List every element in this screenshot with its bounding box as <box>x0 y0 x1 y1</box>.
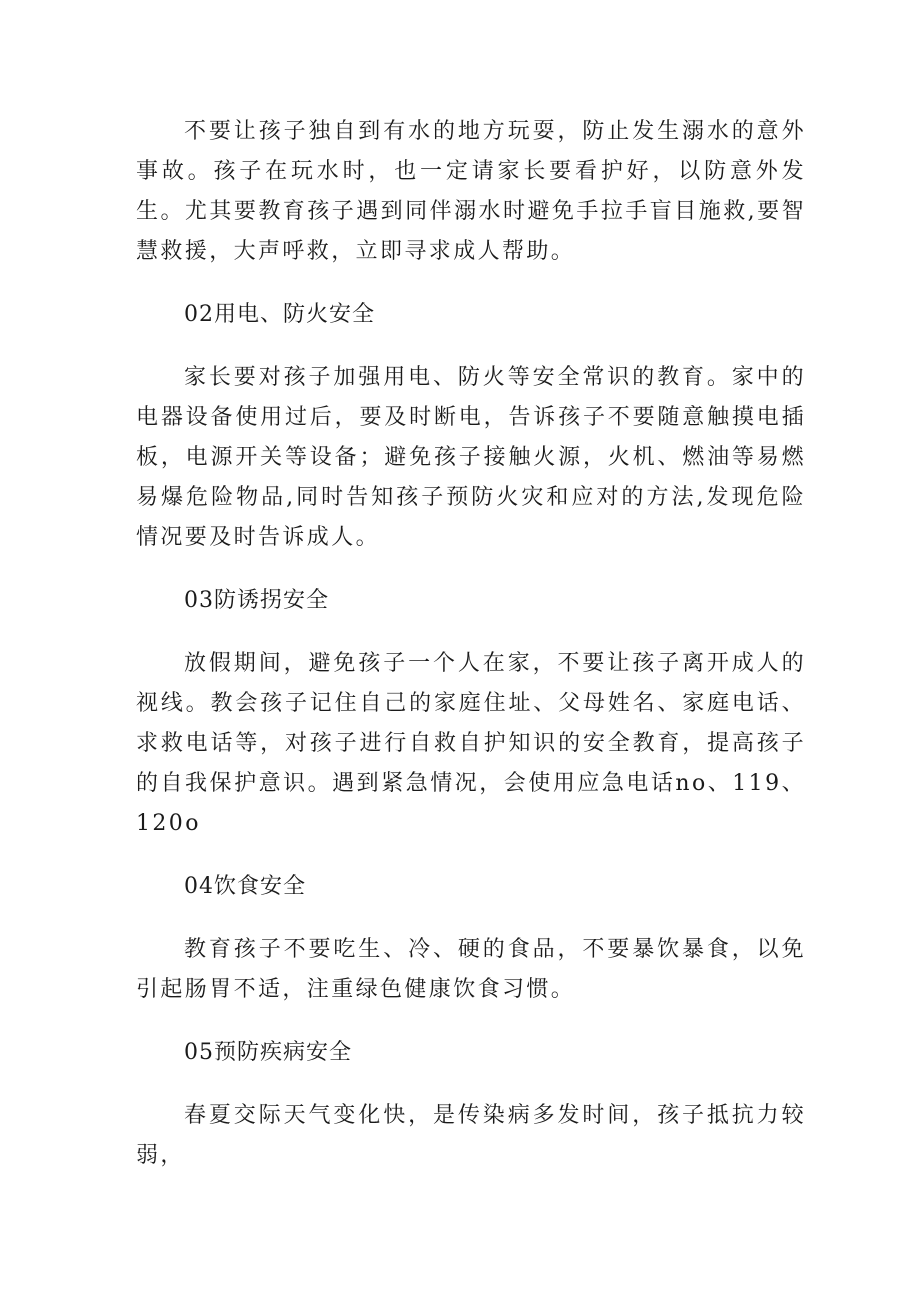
paragraph-food-safety: 教育孩子不要吃生、冷、硬的食品，不要暴饮暴食，以免引起肠胃不适，注重绿色健康饮食习惯。 <box>136 937 806 1002</box>
paragraph-abduction-safety: 放假期间，避免孩子一个人在家，不要让孩子离开成人的视线。教会孩子记住自己的家庭住址、父母姓名、家庭电话、求救电话等，对孩子进行自救自护知识的安全教育，提高孩子的自我保护意识。遇到紧急情况，会使用应急电话no、119、120o <box>136 651 806 836</box>
section-heading-electric-fire: 02用电、防火安全 <box>184 302 375 327</box>
paragraph-drowning-safety: 不要让孩子独自到有水的地方玩耍，防止发生溺水的意外事故。孩子在玩水时，也一定请家长要看护好，以防意外发生。尤其要教育孩子遇到同伴溺水时避免手拉手盲目施救,要智慧救援，大声呼救，立即寻求成人帮助。 <box>136 119 806 264</box>
paragraph-disease-safety: 春夏交际天气变化快，是传染病多发时间，孩子抵抗力较弱， <box>136 1103 806 1168</box>
section-heading-abduction: 03防诱拐安全 <box>184 588 329 613</box>
section-heading-disease: 05预防疾病安全 <box>184 1040 352 1065</box>
paragraph-electric-fire-safety: 家长要对孩子加强用电、防火等安全常识的教育。家中的电器设备使用过后，要及时断电，告诉孩子不要随意触摸电插板，电源开关等设备；避免孩子接触火源，火机、燃油等易燃易爆危险物品,同时告知孩子预防火灾和应对的方法,发现危险情况要及时告诉成人。 <box>136 365 806 550</box>
document-body <box>136 112 806 1176</box>
section-heading-food: 04饮食安全 <box>184 874 306 899</box>
